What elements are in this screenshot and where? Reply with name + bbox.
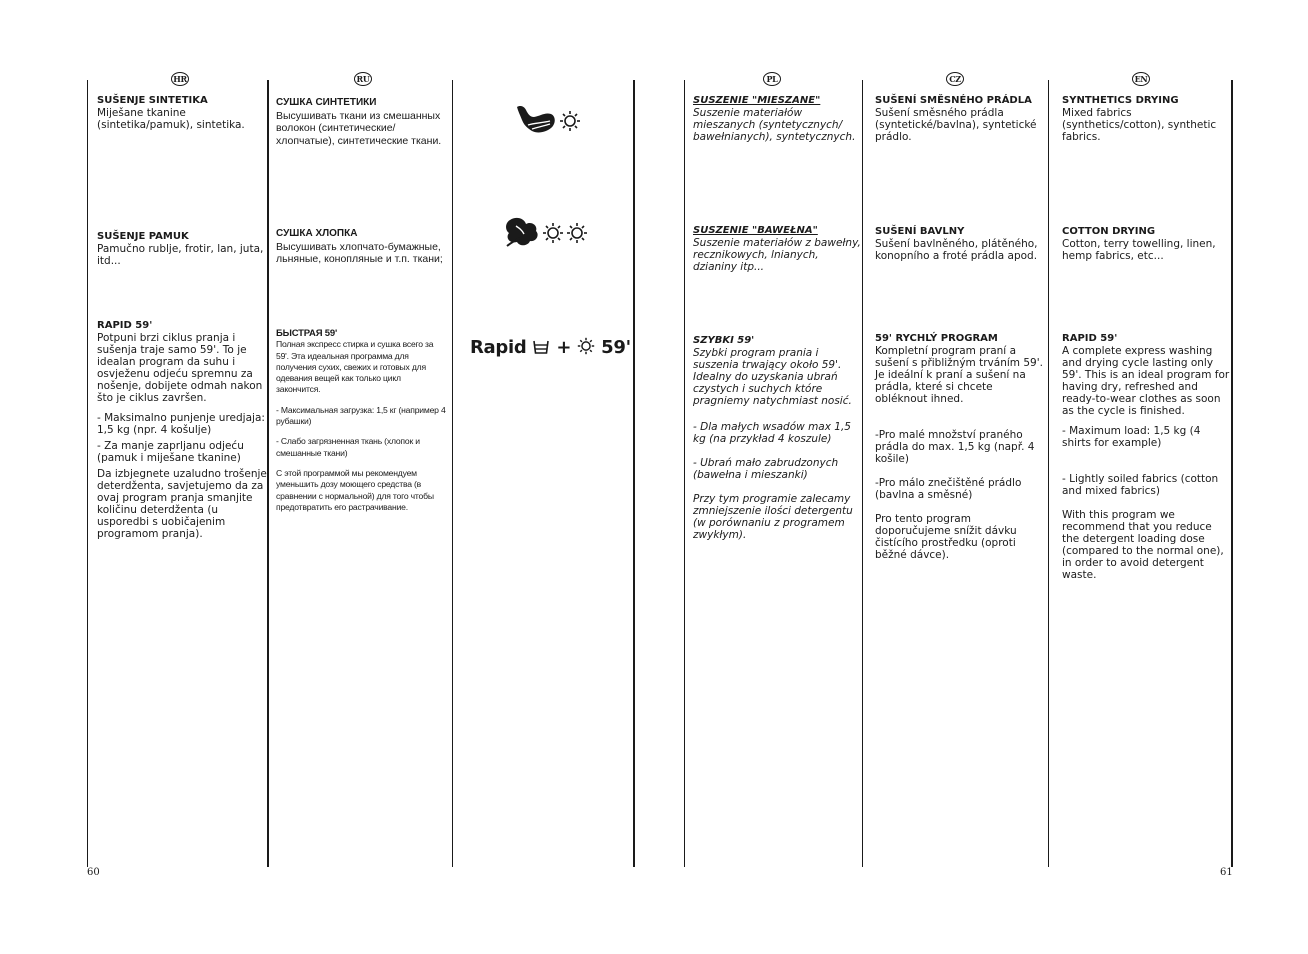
language-badge-pl: PL [763,72,781,86]
language-badge-hr: HR [171,72,189,86]
section-title: SUSZENIE "MIESZANE" [693,95,821,106]
section-title: СУШКА СИНТЕТИКИ [276,97,377,108]
paragraph: - Maximum load: 1,5 kg (4 shirts for example) [1062,425,1201,449]
section-title: SUSZENIE "BAWEŁNA" [693,225,818,236]
sun-icon [559,110,581,132]
section-synthetics [875,95,1045,143]
section-text: Cotton, terry towelling, linen, hemp fabrics, etc... [1062,238,1216,262]
section-title: SUŠENÍ BAVLNY [875,226,965,237]
section-text: Высушивать ткани из смешанных волокон (синтетические/хлопчатые), синтетические ткани. [276,109,442,147]
section-synthetics [276,97,446,147]
paragraph: - Максимальная загрузка: 1,5 кг (например 4 рубашки) [276,404,446,427]
wash-tub-icon [532,339,550,355]
section-cotton [875,226,1045,262]
divider [267,80,269,867]
paragraph: -Pro malé množství praného prádla do max. 1,5 kg (např. 4 košile) [875,429,1035,465]
paragraph: Szybki program prania i suszenia trwający około 59'. Idealny do uzyskania ubrań czystych i suchych które pragniemy natychmiast nosić. [693,347,852,407]
section-text: Pamučno rublje, frotir, lan, juta, itd... [97,243,264,267]
section-title: SUŠENJE SINTETIKA [97,95,208,106]
paragraph: - Lightly soiled fabrics (cotton and mixed fabrics) [1062,473,1219,497]
section-title: RAPID 59' [97,320,153,331]
sun-icon [566,222,588,244]
cotton-flower-icon [504,216,540,248]
sun-icon [577,337,595,355]
language-badge-ru: RU [354,72,372,86]
rapid-program-symbol [470,337,631,358]
section-text: Miješane tkanine (sintetika/pamuk), sintetika. [97,107,245,131]
section-synthetics [1062,95,1232,143]
plus-sign: + [556,337,572,358]
section-synthetics [97,95,267,131]
synthetic-fabric-icon [514,103,558,137]
paragraph: - Za manje zaprljanu odjeću (pamuk i miješane tkanine) [97,440,244,464]
section-text: Mixed fabrics (synthetics/cotton), synthetic fabrics. [1062,107,1217,143]
page-number-right: 61 [1220,867,1233,878]
paragraph: Kompletní program praní a sušení s přibližným trváním 59'. Je ideální k praní a sušení na prádla, které si chcete obléknout ihned. [875,345,1043,405]
section-title: SUŠENJE PAMUK [97,231,189,242]
section-title: 59' RYCHLÝ PROGRAM [875,333,998,344]
divider [452,80,453,867]
duration-label: 59' [601,337,631,358]
section-cotton [97,231,267,267]
section-synthetics [693,95,863,143]
paragraph: С этой программой мы рекомендуем уменьшить дозу моющего средства (в сравнении с нормальной) для того чтобы предотвратить его растрачивание. [276,467,434,512]
section-title: СУШКА ХЛОПКА [276,228,358,239]
section-text: Sušení bavlněného, plátěného, konopního a froté prádla apod. [875,238,1038,262]
section-text: Suszenie materiałów z bawełny, recznikowych, lnianych, dzianiny itp... [693,237,861,273]
section-cotton [1062,226,1232,262]
rapid-label: Rapid [470,337,527,358]
section-cotton [693,225,863,273]
section-rapid [875,333,1045,569]
section-title: БЫСТРАЯ 59' [276,328,338,339]
paragraph: Полная экспресс стирка и сушка всего за 59'. Эта идеальная программа для получения сухих, свежих и готовых для одевания вещей как только цикл закончится. [276,339,434,395]
section-title: RAPID 59' [1062,333,1118,344]
paragraph: Da izbjegnete uzaludno trošenje deterdženta, savjetujemo da za ovaj program pranja smanjite količinu deterdženta (u usporedbi s uobičajenim programom pranja). [97,468,267,540]
sun-icon [542,222,564,244]
language-badge-en: EN [1132,72,1150,86]
section-rapid [1062,333,1232,589]
paragraph: Potpuni brzi ciklus pranja i sušenja traje samo 59'. To je idealan program da suhu i osvježenu odjeću spremnu za nošenje, dobijete odmah nakon što je ciklus završen. [97,332,263,404]
page-number-left: 60 [87,867,100,878]
divider [87,80,88,867]
paragraph: - Слабо загрязненная ткань (хлопок и смешанные ткани) [276,436,420,458]
section-title: COTTON DRYING [1062,226,1156,237]
section-text: Высушивать хлопчато-бумажные, льняные, конопляные и т.п. ткани; [276,240,443,265]
paragraph: - Dla małych wsadów max 1,5 kg (na przykład 4 koszule) [693,421,851,445]
paragraph: Pro tento program doporučujeme snížit dávku čistícího prostředku (oproti běžné dávce). [875,513,1017,561]
paragraph: -Pro málo znečištěné prádlo (bavlna a směsné) [875,477,1022,501]
divider [633,80,635,867]
section-title: SYNTHETICS DRYING [1062,95,1179,106]
section-text: Sušení směsného prádla (syntetické/bavlna), syntetické prádlo. [875,107,1037,143]
paragraph: A complete express washing and drying cycle lasting only 59'. This is an ideal program for having dry, refreshed and ready-to-wear clothes as soon as the cycle is finished. [1062,345,1230,417]
section-title: SUŠENÍ SMĚSNÉHO PRÁDLA [875,95,1032,106]
section-title: SZYBKI 59' [693,335,755,346]
section-rapid [97,320,267,548]
paragraph: - Maksimalno punjenje uredjaja: 1,5 kg (npr. 4 košulje) [97,412,265,436]
divider [1048,80,1049,867]
section-rapid [276,328,446,522]
section-rapid [693,335,863,549]
section-cotton [276,228,446,266]
paragraph: Przy tym programie zalecamy zmniejszenie ilości detergentu (w porównaniu z programem zwykłym). [693,493,853,541]
section-text: Suszenie materiałów mieszanych (syntetycznych/ bawełnianych), syntetycznych. [693,107,856,143]
language-badge-cz: CZ [946,72,964,86]
paragraph: With this program we recommend that you reduce the detergent loading dose (compared to the normal one), in order to avoid detergent waste. [1062,509,1224,581]
paragraph: - Ubrań mało zabrudzonych (bawełna i mieszanki) [693,457,839,481]
divider [684,80,685,867]
